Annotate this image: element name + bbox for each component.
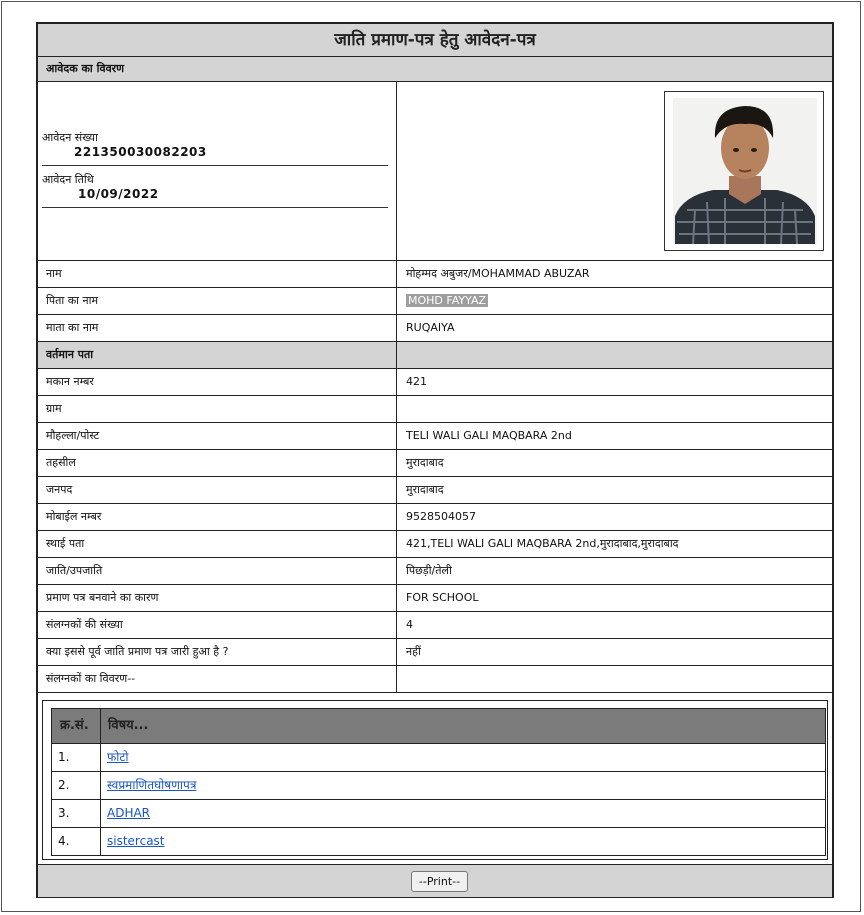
- attachment-serial: 2.: [58, 778, 70, 792]
- row-district: [38, 477, 832, 504]
- previous-certificate-label: क्या इससे पूर्व जाति प्रमाण पत्र जारी हुआ है ?: [46, 645, 229, 658]
- applicant-photo-image: [673, 98, 817, 244]
- page-title: जाति प्रमाण-पत्र हेतु आवेदन-पत्र: [38, 24, 832, 57]
- attachment-serial: 4.: [58, 834, 70, 848]
- caste-value: पिछड़ी/तेली: [406, 564, 452, 577]
- father-name-value: MOHD FAYYAZ: [408, 294, 487, 307]
- name-value: मोहम्मद अबुजर/MOHAMMAD ABUZAR: [406, 267, 590, 280]
- district-value: मुरादाबाद: [406, 483, 444, 496]
- permanent-address-label: स्थाई पता: [46, 537, 85, 550]
- name-label: नाम: [46, 267, 62, 280]
- current-address-heading: वर्तमान पता: [46, 348, 94, 361]
- row-village: [38, 396, 832, 423]
- col-serial-header: क्र.सं.: [60, 718, 89, 733]
- mother-name-value: RUQAIYA: [406, 321, 455, 334]
- district-label: जनपद: [46, 483, 73, 496]
- row-previous-certificate: [38, 639, 832, 666]
- row-attachment-details: [38, 666, 832, 693]
- attachment-link-adhar[interactable]: ADHAR: [107, 806, 151, 820]
- caste-label: जाति/उपजाति: [46, 564, 103, 577]
- application-number-value: 221350030082203: [74, 145, 207, 159]
- reason-label: प्रमाण पत्र बनवाने का कारण: [46, 591, 159, 604]
- attachment-serial: 3.: [58, 806, 70, 820]
- person-photo-icon: [673, 98, 817, 244]
- tehsil-value: मुरादाबाद: [406, 456, 444, 469]
- tehsil-label: तहसील: [46, 456, 76, 469]
- row-caste: [38, 558, 832, 585]
- attachment-link-self-declaration[interactable]: स्वप्रमाणितघोषणापत्र: [107, 778, 197, 792]
- application-form: [36, 22, 834, 898]
- attachment-count-value: 4: [406, 618, 413, 631]
- application-date-block: [42, 172, 388, 208]
- print-button[interactable]: --Print--: [411, 871, 468, 892]
- section-applicant-details: आवेदक का विवरण: [38, 57, 832, 82]
- row-name: [38, 261, 832, 288]
- mother-name-label: माता का नाम: [46, 321, 99, 334]
- attachment-count-label: संलग्नकों की संख्या: [46, 618, 123, 631]
- application-date-label: आवेदन तिथि: [42, 173, 94, 186]
- application-number-block: [42, 130, 388, 166]
- table-row: [52, 827, 825, 855]
- row-house-number: [38, 369, 832, 396]
- row-mobile: [38, 504, 832, 531]
- attachment-details-label: संलग्नकों का विवरण--: [46, 672, 136, 685]
- attachments-container: [42, 700, 828, 860]
- row-reason: [38, 585, 832, 612]
- table-row: [52, 771, 825, 799]
- mobile-value: 9528504057: [406, 510, 476, 523]
- col-subject-header: विषय...: [108, 718, 149, 733]
- row-tehsil: [38, 450, 832, 477]
- section-current-address: [38, 342, 832, 369]
- applicant-photo: [664, 91, 824, 251]
- mobile-label: मोबाईल नम्बर: [46, 510, 102, 523]
- father-name-value-cell: [406, 288, 488, 314]
- house-number-label: मकान नम्बर: [46, 375, 94, 388]
- attachment-link-sistercast[interactable]: sistercast: [107, 834, 165, 848]
- application-info-area: [38, 82, 832, 261]
- locality-value: TELI WALI GALI MAQBARA 2nd: [406, 429, 572, 442]
- row-mother-name: [38, 315, 832, 342]
- father-name-label: पिता का नाम: [46, 294, 99, 307]
- table-row: [52, 799, 825, 827]
- application-date-value: 10/09/2022: [78, 187, 159, 201]
- attachment-link-photo[interactable]: फोटो: [107, 750, 129, 764]
- attachments-table: [51, 708, 826, 856]
- house-number-value: 421: [406, 375, 427, 388]
- attachment-serial: 1.: [58, 750, 70, 764]
- form-footer: [38, 864, 832, 897]
- permanent-address-value: 421,TELI WALI GALI MAQBARA 2nd,मुरादाबाद,मुरादाबाद: [406, 537, 679, 550]
- application-info-cell: [38, 82, 397, 260]
- row-attachment-count: [38, 612, 832, 639]
- previous-certificate-value: नहीं: [406, 645, 421, 658]
- reason-value: FOR SCHOOL: [406, 591, 479, 604]
- row-permanent-address: [38, 531, 832, 558]
- row-father-name: [38, 288, 832, 315]
- page-frame: [1, 1, 861, 912]
- attachments-header: [52, 709, 825, 743]
- village-label: ग्राम: [46, 402, 62, 415]
- application-number-label: आवेदन संख्या: [42, 131, 98, 144]
- row-locality: [38, 423, 832, 450]
- locality-label: मौहल्ला/पोस्ट: [46, 429, 100, 442]
- table-row: [52, 743, 825, 771]
